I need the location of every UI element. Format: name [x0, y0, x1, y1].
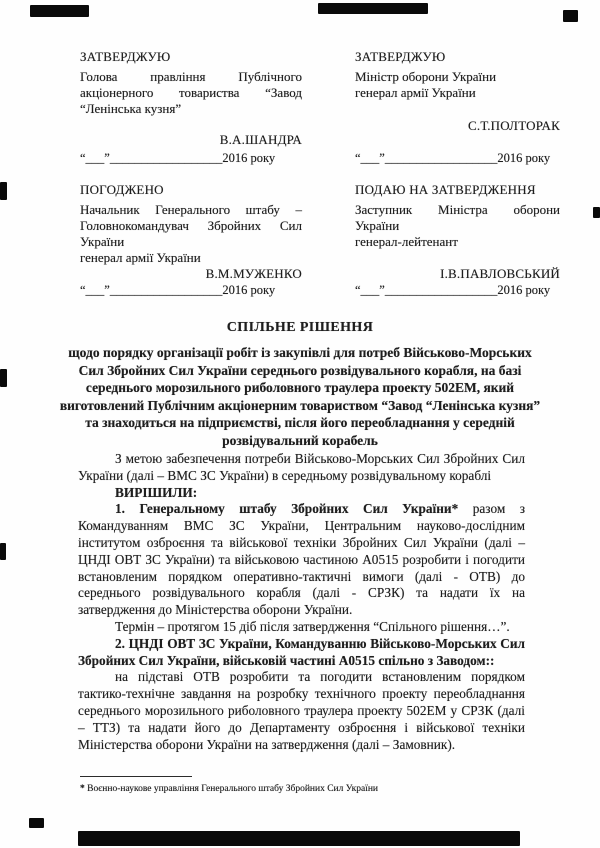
item-2-lead-paragraph: 2. ЦНДІ ОВТ ЗС України, Командуванню Військово-Морських Сил Збройних Сил України, військовій частині А0515 спільно з Заводом::	[78, 635, 525, 668]
item-1-text: разом з Командуванням ВМС ЗС України, Центральним науково-дослідним інститутом озброєння та військової техніки Збройних Сил України (далі – ЦНДІ ОВТ ЗС України) та військовою частиною А0515 розробити і погодити встановленим порядком оперативно-тактичні вимоги (далі - ОТВ) до середнього розвідувального корабля (далі - СРЗК) та надати їх на затвердження до Міністерства оборони України.	[78, 501, 526, 618]
term-paragraph: Термін – протягом 15 діб після затвердження “Спільного рішення…”.	[115, 618, 510, 634]
document-title: СПІЛЬНЕ РІШЕННЯ	[226, 320, 374, 336]
signature-name: С.Т.ПОЛТОРАК	[468, 118, 560, 133]
approval-block-top-left	[80, 49, 302, 117]
document-subject: щодо порядку організації робіт із закупівлі для потреб Військово-Морських Сил Збройних Сил України середнього розвідувального корабля, на базі середнього морозильного риболовного траулера проекту 502ЕМ, який виготовлений Публічним акціонерним товариством “Завод “Ленінська кузня” та знаходиться на підприємстві, після його переобладнання у середній розвідувальний корабель	[59, 345, 541, 448]
approval-block-bottom-left	[80, 182, 302, 266]
scan-artifact-mark	[563, 10, 578, 22]
approval-heading: ПОГОДЖЕНО	[80, 182, 164, 197]
footnote-text: Воєнно-наукове управління Генерального штабу Збройних Сил України	[84, 784, 379, 794]
resolution-body	[78, 451, 525, 753]
scan-artifact-mark	[593, 207, 600, 218]
signature-name: В.А.ШАНДРА	[219, 132, 302, 147]
footnote-separator	[80, 776, 192, 777]
scan-artifact-mark	[78, 831, 520, 846]
signature-date-line: “___”__________________2016 року	[355, 151, 551, 165]
scan-artifact-mark	[0, 182, 7, 200]
signature-date-line: “___”__________________2016 року	[80, 151, 276, 165]
approver-rank: генерал армії України	[355, 85, 476, 100]
approval-heading: ЗАТВЕРДЖУЮ	[355, 49, 446, 64]
scan-artifact-mark	[318, 3, 428, 14]
item-2-text-paragraph: на підставі ОТВ розробити та погодити встановленим порядком тактико-технічне завдання на розробку технічного проекту переобладнання середнього морозильного риболовного траулера проекту 502ЕМ у СРЗК (далі – ТТЗ) та надати його до Департаменту озброєння і військової техніки Міністерства оборони України на затвердження (далі – Замовник).	[78, 669, 525, 752]
signature-date-line: “___”__________________2016 року	[80, 283, 276, 297]
scan-artifact-mark	[29, 818, 44, 828]
approver-post: Начальник Генерального штабу – Головнокомандувач Збройних Сил України	[80, 202, 302, 249]
signature-name: І.В.ПАВЛОВСЬКИЙ	[440, 266, 560, 281]
scan-artifact-mark	[30, 5, 89, 17]
resolved-label: ВИРІШИЛИ:	[115, 484, 198, 500]
scan-artifact-mark	[0, 369, 7, 387]
approver-rank: генерал-лейтенант	[355, 234, 458, 249]
footnote-marker: *	[80, 784, 85, 794]
approval-heading: ПОДАЮ НА ЗАТВЕРДЖЕННЯ	[355, 182, 536, 197]
item-1-lead: 1. Генеральному штабу Збройних Сил України*	[115, 501, 459, 517]
signature-name: В.М.МУЖЕНКО	[205, 266, 302, 281]
scan-artifact-mark	[0, 543, 6, 560]
intro-paragraph: З метою забезпечення потреби Військово-Морських Сил Збройних Сил України (далі – ВМС ЗС України) в середньому розвідувальному кораблі	[78, 451, 525, 483]
approver-post: Міністр оборони України	[355, 69, 497, 84]
approver-post: Голова правління Публічного акціонерного товариства “Завод “Ленінська кузня”	[80, 69, 302, 116]
footnote	[80, 783, 540, 795]
signature-date-line: “___”__________________2016 року	[355, 283, 551, 297]
item-1-paragraph	[78, 501, 525, 619]
approver-post: Заступник Міністра оборони України	[355, 202, 560, 233]
approval-block-top-right	[355, 49, 560, 101]
approval-block-bottom-right	[355, 182, 560, 250]
approver-rank: генерал армії України	[80, 250, 201, 265]
approval-heading: ЗАТВЕРДЖУЮ	[80, 49, 171, 64]
